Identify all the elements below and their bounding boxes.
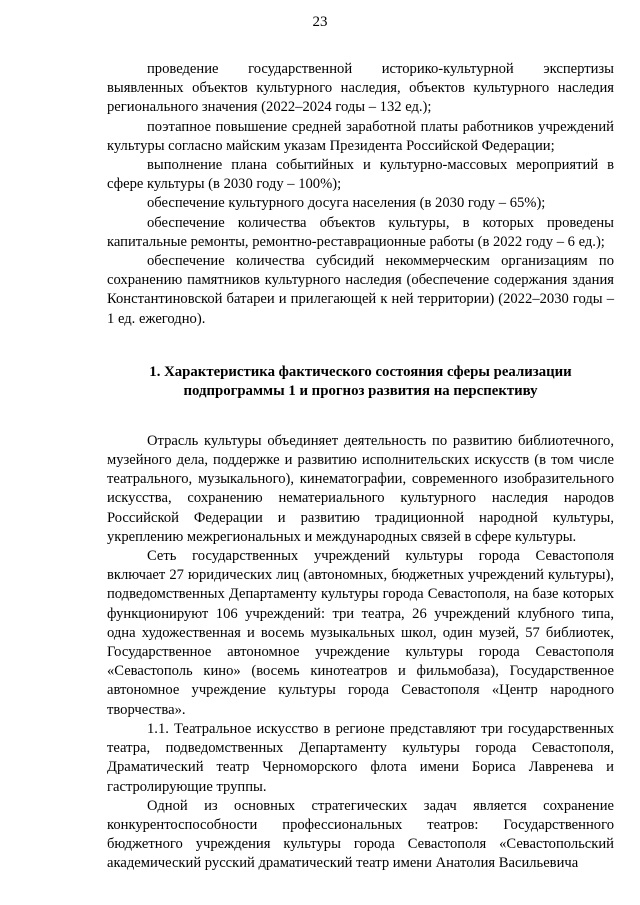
list-item: обеспечение количества объектов культуры, в которых проведены капитальные ремонты, ремонтно-реставрационные работы (в 2022 году – 6 ед.); [107, 214, 614, 250]
list-item: обеспечение культурного досуга населения (в 2030 году – 65%); [147, 195, 546, 212]
list-item: поэтапное повышение средней заработной платы работников учреждений культуры согласно майским указам Президента Российской Федерации; [107, 118, 614, 154]
document-body [107, 60, 614, 874]
section-heading-line-2: подпрограммы 1 и прогноз развития на перспективу [183, 383, 538, 400]
body-paragraph: 1.1. Театральное искусство в регионе представляют три государственных театра, подведомственных Департаменту культуры города Севастополя, Драматический театр Черноморского флота имени Бориса Лавренева и гастролирующие труппы. [107, 720, 614, 795]
body-paragraph: Сеть государственных учреждений культуры города Севастополя включает 27 юридических лиц (автономных, бюджетных учреждений культуры), подведомственных Департаменту культуры города Севастополя, на базе которых функционируют 106 учреждений: три театра, 26 учреждений клубного типа, одна художественная и восемь музыкальных школ, один музей, 57 библиотек, Государственное автономное учреждение культуры города Севастополя «Севастополь кино» (восемь кинотеатров и фильмобаза), Государственное автономное учреждение культуры города Севастополя «Центр народного творчества». [107, 548, 614, 718]
spacer [107, 329, 614, 363]
list-item: проведение государственной историко-культурной экспертизы выявленных объектов культурного наследия, объектов культурного наследия регионального значения (2022–2024 годы – 132 ед.); [107, 61, 614, 116]
page-number: 23 [312, 14, 328, 30]
body-paragraph: Одной из основных стратегических задач является сохранение конкурентоспособности профессиональных театров: Государственного бюджетного учреждения культуры города Севастополя «Севастопольский академический русский драматический театр имени Анатолия Васильевича [107, 797, 614, 872]
list-item: выполнение плана событийных и культурно-массовых мероприятий в сфере культуры (в 2030 году – 100%); [107, 157, 614, 193]
spacer [107, 402, 614, 432]
section-heading-line-1: 1. Характеристика фактического состояния сферы реализации [149, 363, 572, 380]
body-paragraph: Отрасль культуры объединяет деятельность по развитию библиотечного, музейного дела, поддержке и развитию исполнительских искусств (в том числе театрального, музыкального), кинематографии, современного изобразительного искусства, сохранению нематериального культурного наследия народов Российской Федерации и развитию традиционной народной культуры, укреплению межрегиональных и международных связей в сфере культуры. [107, 432, 614, 545]
list-item: обеспечение количества субсидий некоммерческим организациям по сохранению памятников культурного наследия (обеспечение содержания здания Константиновской батареи и прилегающей к ней территории) (2022–2030 годы – 1 ед. ежегодно). [107, 253, 614, 327]
